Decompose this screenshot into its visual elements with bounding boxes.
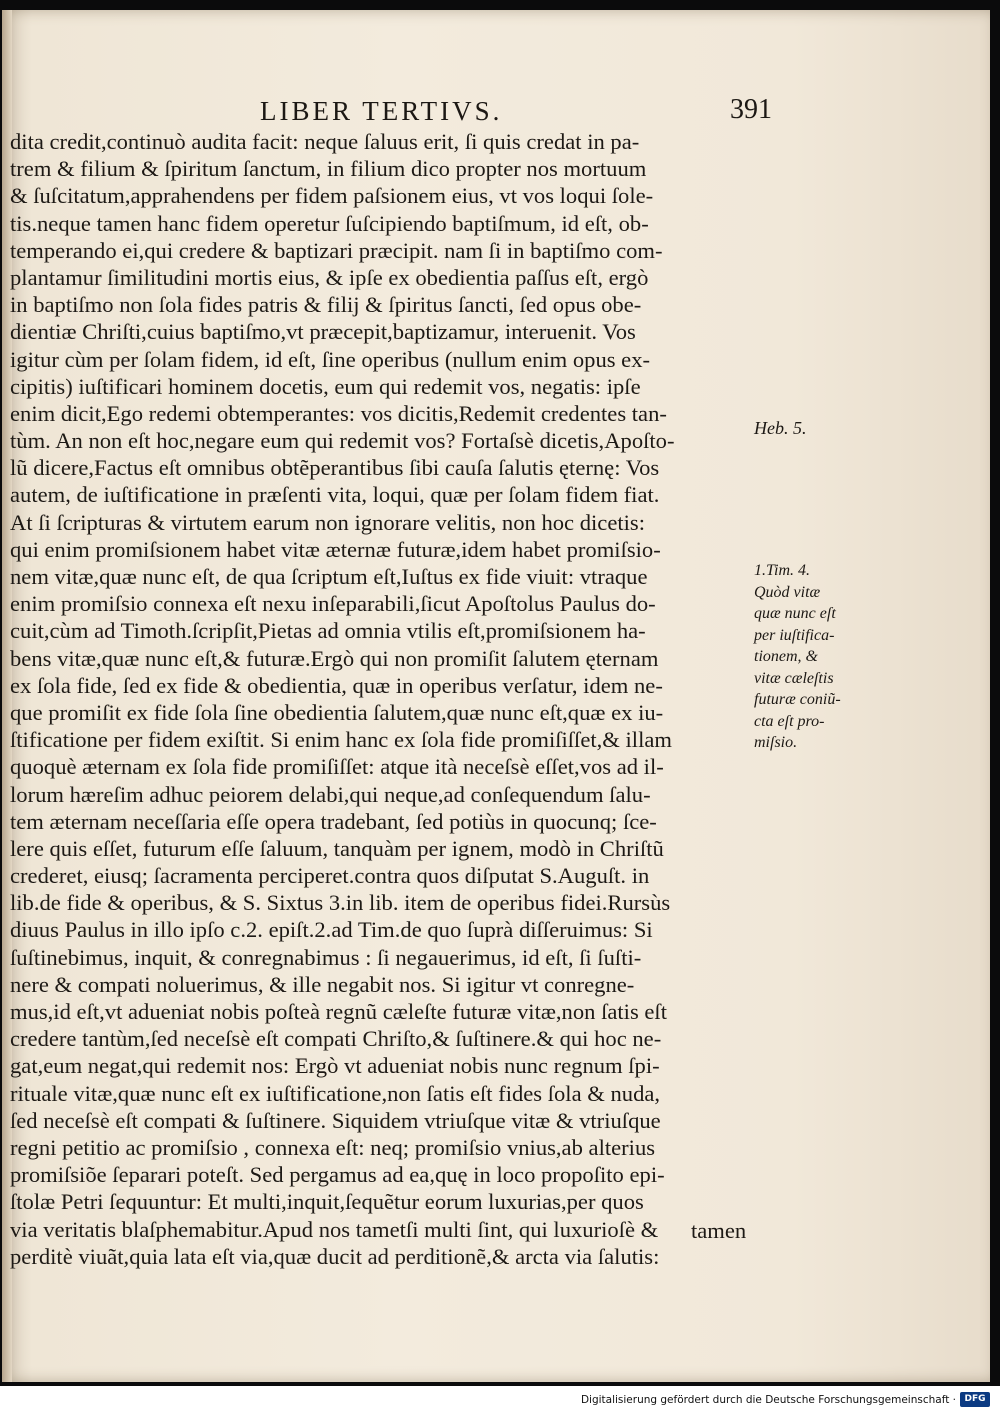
- text-line: trem & filium & ſpiritum ſanctum, in filium dico propter nos mortuum: [10, 156, 647, 182]
- text-line: tem æternam neceſſaria eſſe opera tradebant, ſed potiùs in quocunq; ſce-: [10, 808, 657, 834]
- text-line: dientiæ Chriſti,cuius baptiſmo,vt præcepit,baptizamur, interuenit. Vos: [10, 319, 636, 345]
- text-line: ſtolæ Petri ſequuntur: Et multi,inquit,ſequẽtur eorum luxurias,per quos: [10, 1189, 644, 1215]
- text-line: promiſsiõe ſeparari poteſt. Sed pergamus ad ea,quę in loco propoſito epi-: [10, 1162, 665, 1188]
- text-line: que promiſit ex fide ſola ſine obedientia ſalutem,quæ nunc eſt,quæ ex iu-: [10, 699, 664, 725]
- margin-note-line: futuræ coniũ-: [754, 691, 841, 708]
- text-line: ſtificatione per fidem exiſtit. Si enim hanc ex ſola fide promiſiſſet,& illam: [10, 727, 672, 753]
- text-line: mus,id eſt,vt adueniat nobis poſteà regnũ cæleſte futuræ vitæ,non ſatis eſt: [10, 999, 667, 1024]
- text-line: lere quis eſſet, futurum eſſe ſaluum, tanquàm per ignem, modò in Chriſtũ: [10, 835, 664, 861]
- text-line: tis.neque tamen hanc fidem operetur ſuſcipiendo baptiſmum, id eſt, ob-: [10, 210, 649, 236]
- text-line: ex ſola fide, ſed ex fide & obedientia, quæ in operibus verſatur, idem ne-: [10, 672, 663, 698]
- dfg-logo: DFG: [960, 1392, 990, 1407]
- text-line: temperando ei,qui credere & baptizari præcipit. nam ſi in baptiſmo com-: [10, 237, 663, 263]
- text-line: gat,eum negat,qui redemit nos: Ergò vt adueniat nobis nunc regnum ſpi-: [10, 1053, 660, 1079]
- text-line: autem, de iuſtificatione in præſenti vita, loqui, quæ per ſolam fidem fiat.: [10, 482, 660, 508]
- text-line: lũ dicere,Factus eſt omnibus obtẽperantibus ſibi cauſa ſalutis ęternę: Vos: [10, 455, 660, 481]
- text-line: enim promiſsio connexa eſt nexu inſeparabili,ſicut Apoſtolus Paulus do-: [10, 591, 656, 617]
- text-line: crederet, eiusq; ſacramenta perciperet.contra quos diſputat S.Auguſt. in: [10, 863, 650, 889]
- text-line: in baptiſmo non ſola fides patris & filij & ſpiritus ſancti, ſed opus obe-: [10, 292, 642, 318]
- margin-note-heb: Heb. 5.: [754, 418, 807, 438]
- margin-note-line: miſsio.: [754, 734, 798, 751]
- text-line: diuus Paulus in illo ipſo c.2. epiſt.2.ad Tim.de quo ſuprà diſſeruimus: Si: [10, 917, 653, 943]
- text-line: plantamur ſimilitudini mortis eius, & ipſe ex obedientia paſſus eſt, ergò: [10, 264, 649, 290]
- page-number: 391: [730, 94, 772, 125]
- margin-note-line: cta eſt pro-: [754, 712, 825, 730]
- text-line: igitur cùm per ſolam fidem, id eſt, ſine operibus (nullum enim opus ex-: [10, 346, 651, 372]
- text-line: lorum hæreſim adhuc peiorem delabi,qui neque,ad conſequendum ſalu-: [10, 781, 651, 807]
- text-line: quoquè æternam ex ſola fide promiſiſſet: atque ità neceſsè eſſet,vos ad il-: [10, 754, 664, 780]
- page-header: [2, 90, 990, 130]
- book-page: [2, 10, 990, 1382]
- text-line: ſed neceſsè eſt compati & ſuſtinere. Siquidem vtriuſque vitæ & vtriuſque: [10, 1107, 661, 1133]
- margin-note-line: quæ nunc eſt: [754, 605, 836, 622]
- catchword: tamen: [691, 1218, 747, 1243]
- text-line: cipitis) iuſtificari hominem docetis, eum qui redemit vos, negatis: ipſe: [10, 373, 641, 399]
- margin-note-tim: [754, 560, 874, 754]
- text-line: via veritatis blaſphemabitur.Apud nos tametſi multi ſint, qui luxurioſè &: [10, 1216, 659, 1242]
- text-line: rituale vitæ,quæ nunc eſt ex iuſtificatione,non ſatis eſt fides ſola & nuda,: [10, 1080, 661, 1106]
- running-title: LIBER TERTIVS.: [260, 96, 503, 126]
- text-line: perditè viuãt,quia lata eſt via,quæ ducit ad perditionẽ,& arcta via ſalutis:: [10, 1243, 660, 1269]
- text-line: regni petitio ac promiſsio , connexa eſt: neq; promiſsio vnius,ab alterius: [10, 1134, 656, 1160]
- text-line: lib.de fide & operibus, & S. Sixtus 3.in lib. item de operibus fidei.Rursùs: [10, 890, 671, 916]
- text-line: & ſuſcitatum,apprahendens per fidem paſsionem eius, vt vos loqui ſole-: [10, 183, 654, 209]
- text-line: ſuſtinebimus, inquit, & conregnabimus : ſi negauerimus, id eſt, ſi ſuſti-: [10, 944, 642, 970]
- text-line: credere tantùm,ſed neceſsè eſt compati Chriſto,& ſuſtinere.& qui hoc ne-: [10, 1026, 662, 1052]
- text-line: dita credit,continuò audita facit: neque ſaluus erit, ſi quis credat in pa-: [10, 129, 640, 154]
- margin-note-line: per iuſtifica-: [754, 626, 835, 644]
- text-line: enim dicit,Ego redemi obtemperantes: vos dicitis,Redemit credentes tan-: [10, 400, 667, 426]
- text-line: At ſi ſcripturas & virtutem earum non ignorare velitis, non hoc dicetis:: [10, 509, 645, 535]
- funding-credit: Digitalisierung gefördert durch die Deutsche Forschungsgemeinschaft ·: [580, 1394, 956, 1406]
- margin-note-line: Quòd vitæ: [754, 583, 821, 601]
- margin-note-line: tionem, &: [754, 648, 818, 665]
- text-line: tùm. An non eſt hoc,negare eum qui redemit vos? Fortaſsè dicetis,Apoſto-: [10, 428, 675, 454]
- digitization-footer: [0, 1386, 1000, 1414]
- main-text-block: [10, 128, 754, 1270]
- text-line: cuit,cùm ad Timoth.ſcripſit,Pietas ad omnia vtilis eſt,promiſsionem ha-: [10, 618, 646, 644]
- text-line: bens vitæ,quæ nunc eſt,& futuræ.Ergò qui non promiſit ſalutem ęternam: [10, 645, 659, 671]
- text-line: nere & compati noluerimus, & ille negabit nos. Si igitur vt conregne-: [10, 971, 635, 997]
- margin-note-line: vitæ cæleſtis: [754, 669, 834, 687]
- margin-note-line: 1.Tim. 4.: [754, 562, 811, 579]
- text-line: nem vitæ,quæ nunc eſt, de qua ſcriptum eſt,Iuſtus ex fide viuit: vtraque: [10, 564, 648, 589]
- text-line: qui enim promiſsionem habet vitæ æternæ futuræ,idem habet promiſsio-: [10, 536, 661, 562]
